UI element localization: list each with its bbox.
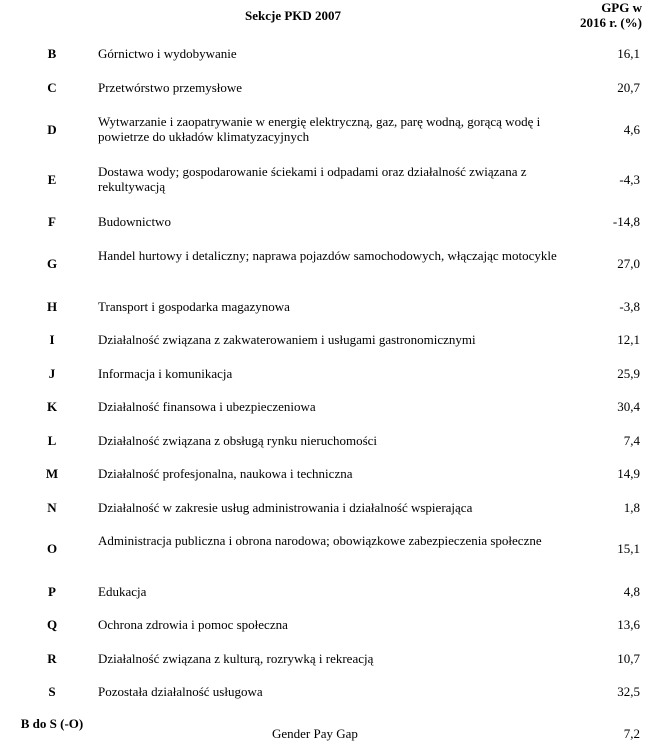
row-code: H — [46, 299, 58, 314]
row-description: Handel hurtowy i detaliczny; naprawa pojazdów samochodowych, włączając motocykle — [98, 248, 557, 263]
row-value: 25,9 — [617, 366, 640, 381]
row-code: E — [47, 172, 57, 187]
row-value: 15,1 — [617, 541, 640, 556]
row-description: Działalność profesjonalna, naukowa i techniczna — [98, 466, 353, 481]
header-gpg — [580, 0, 642, 30]
header-gpg-line1: GPG w — [601, 0, 642, 15]
row-value: 7,2 — [623, 726, 640, 741]
table-header — [0, 0, 666, 36]
row-code: N — [47, 500, 57, 515]
row-value: 7,4 — [623, 433, 640, 448]
row-value: 12,1 — [617, 332, 640, 347]
row-description: Górnictwo i wydobywanie — [98, 46, 237, 61]
header-gpg-line2: 2016 r. (%) — [580, 15, 642, 30]
row-value: 13,6 — [617, 617, 640, 632]
row-code: S — [48, 684, 56, 699]
row-description: Działalność finansowa i ubezpieczeniowa — [98, 399, 316, 414]
row-value: -4,3 — [619, 172, 640, 187]
row-description: Działalność związana z kulturą, rozrywką i rekreacją — [98, 651, 374, 666]
row-description: Ochrona zdrowia i pomoc społeczna — [98, 617, 288, 632]
row-value: 32,5 — [617, 684, 640, 699]
row-description: Gender Pay Gap — [272, 726, 358, 741]
row-value: 27,0 — [617, 256, 640, 271]
row-description: Edukacja — [98, 584, 147, 599]
row-code: D — [47, 122, 57, 137]
row-description: Informacja i komunikacja — [98, 366, 233, 381]
row-description: Pozostała działalność usługowa — [98, 684, 263, 699]
row-code: J — [48, 366, 56, 381]
row-code: I — [49, 332, 55, 347]
row-description: Budownictwo — [98, 214, 171, 229]
row-code: O — [46, 541, 58, 556]
row-description: Wytwarzanie i zaopatrywanie w energię elektryczną, gaz, parę wodną, gorącą wodę i powietrze do układów klimatyzacyjnych — [98, 114, 541, 144]
row-value: -14,8 — [612, 214, 640, 229]
row-value: 4,6 — [623, 122, 640, 137]
row-description: Działalność związana z obsługą rynku nieruchomości — [98, 433, 378, 448]
row-code: C — [47, 80, 57, 95]
row-value: 16,1 — [617, 46, 640, 61]
row-code: R — [47, 651, 57, 666]
row-value: 30,4 — [617, 399, 640, 414]
row-code: Q — [46, 617, 58, 632]
row-value: 4,8 — [623, 584, 640, 599]
row-value: -3,8 — [619, 299, 640, 314]
row-description: Dostawa wody; gospodarowanie ściekami i odpadami oraz działalność związana z rekultywacją — [98, 164, 527, 194]
row-code: B — [47, 46, 57, 61]
row-value: 1,8 — [623, 500, 640, 515]
row-code: M — [45, 466, 59, 481]
row-code: P — [48, 584, 56, 599]
row-description: Przetwórstwo przemysłowe — [98, 80, 243, 95]
row-value: 20,7 — [617, 80, 640, 95]
row-value: 14,9 — [617, 466, 640, 481]
row-description: Transport i gospodarka magazynowa — [98, 299, 290, 314]
row-description: Administracja publiczna i obrona narodowa; obowiązkowe zabezpieczenia społeczne — [98, 533, 542, 548]
row-description: Działalność w zakresie usług administrowania i działalność wspierająca — [98, 500, 473, 515]
row-code: F — [48, 214, 56, 229]
row-value: 10,7 — [617, 651, 640, 666]
row-code: B do S (-O) — [20, 716, 84, 731]
row-description: Działalność związana z zakwaterowaniem i usługami gastronomicznymi — [98, 332, 476, 347]
row-code: G — [46, 256, 58, 271]
row-code: L — [47, 433, 57, 448]
header-sekcje: Sekcje PKD 2007 — [245, 8, 342, 23]
row-code: K — [46, 399, 58, 414]
